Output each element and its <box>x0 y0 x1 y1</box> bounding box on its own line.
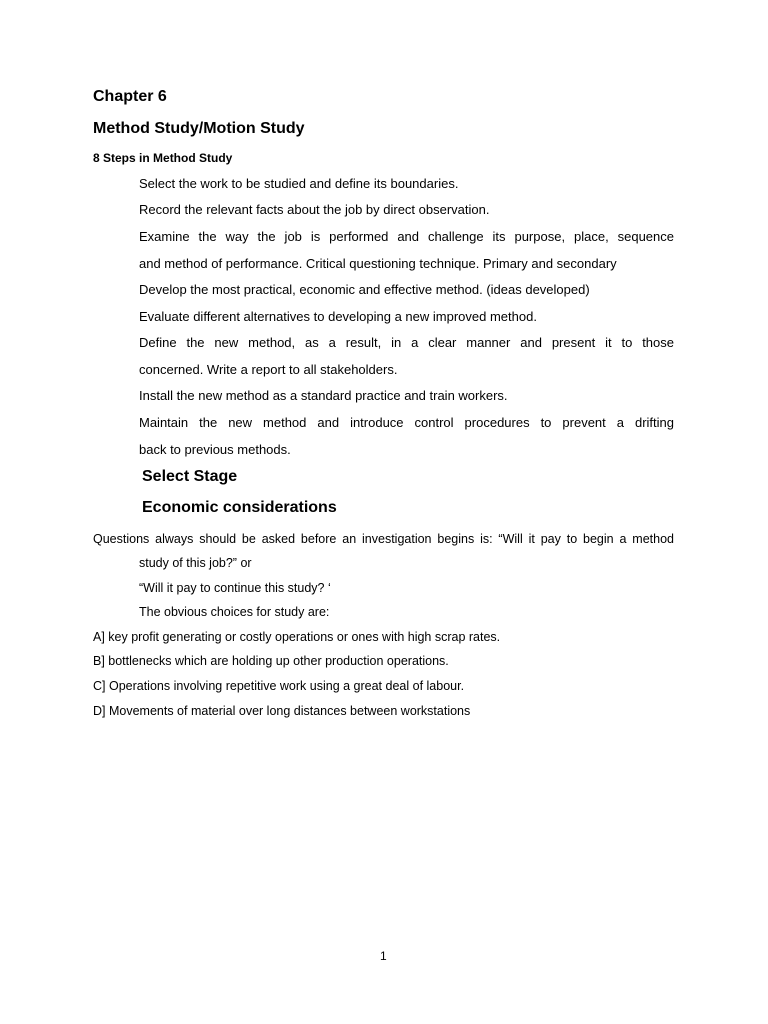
step-6-line-2: concerned. Write a report to all stakeholders. <box>139 362 398 377</box>
step-8-line-2: back to previous methods. <box>139 442 291 457</box>
page-number: 1 <box>380 949 387 963</box>
questions-line-1: Questions always should be asked before an investigation begins is: “Will it pay to begin a method <box>93 532 674 546</box>
step-1-line-1: Select the work to be studied and define its boundaries. <box>139 176 459 191</box>
steps-heading: 8 Steps in Method Study <box>93 151 233 165</box>
step-6-line-1: Define the new method, as a result, in a clear manner and present it to those <box>139 335 674 350</box>
choice-c: C] Operations involving repetitive work using a great deal of labour. <box>93 679 465 693</box>
questions-line-2: study of this job?” or <box>139 556 252 570</box>
page-title: Method Study/Motion Study <box>93 120 305 137</box>
step-7-line-1: Install the new method as a standard practice and train workers. <box>139 388 508 403</box>
choice-b: B] bottlenecks which are holding up other production operations. <box>93 654 449 668</box>
step-8-line-1: Maintain the new method and introduce control procedures to prevent a drifting <box>139 415 674 430</box>
choices-intro: The obvious choices for study are: <box>139 605 330 619</box>
step-2-line-1: Record the relevant facts about the job by direct observation. <box>139 202 490 217</box>
chapter-heading: Chapter 6 <box>93 88 167 105</box>
step-3-line-2: and method of performance. Critical questioning technique. Primary and secondary <box>139 256 617 271</box>
choice-d: D] Movements of material over long distances between workstations <box>93 704 471 718</box>
step-5-line-1: Evaluate different alternatives to developing a new improved method. <box>139 309 537 324</box>
continue-line: “Will it pay to continue this study? ‘ <box>139 581 331 595</box>
step-4-line-1: Develop the most practical, economic and effective method. (ideas developed) <box>139 282 590 297</box>
choice-a: A] key profit generating or costly operations or ones with high scrap rates. <box>93 630 501 644</box>
economic-considerations-heading: Economic considerations <box>142 499 337 516</box>
select-stage-heading: Select Stage <box>142 468 238 485</box>
step-3-line-1: Examine the way the job is performed and challenge its purpose, place, sequence <box>139 229 674 244</box>
